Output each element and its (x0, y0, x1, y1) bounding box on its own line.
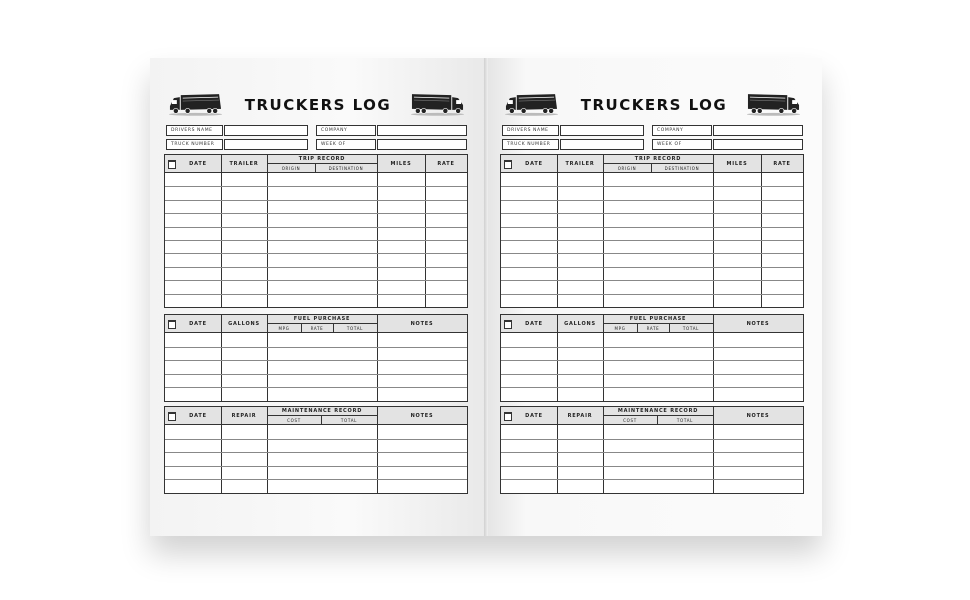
fuel-mpg-header: MPG (278, 326, 290, 331)
table-row-line (165, 240, 467, 241)
table-row-line (165, 387, 467, 388)
trip-rate-header: RATE (437, 161, 455, 167)
table-row-line (501, 466, 803, 467)
table-row-line (165, 227, 467, 228)
truck-number-field[interactable] (224, 139, 308, 150)
table-row-line (501, 439, 803, 440)
trip-miles-header: MILES (390, 161, 412, 167)
table-row-line (165, 200, 467, 201)
fuel-purchase-table (164, 314, 468, 402)
trip-trailer-header: TRAILER (565, 161, 595, 167)
maintenance-record-header: MAINTENANCE RECORD (617, 408, 699, 414)
calendar-icon (168, 412, 176, 421)
fuel-purchase-table (500, 314, 804, 402)
table-row-line (501, 267, 803, 268)
truck-icon (746, 92, 801, 116)
maint-cost-header: COST (287, 418, 301, 423)
fuel-date-header: DATE (189, 321, 207, 327)
maint-repair-header: REPAIR (567, 413, 593, 419)
week-of-field[interactable] (713, 139, 803, 150)
table-row-line (501, 294, 803, 295)
maintenance-record-header: MAINTENANCE RECORD (281, 408, 363, 414)
trip-record-header: TRIP RECORD (634, 156, 682, 162)
fuel-total-header: TOTAL (682, 326, 700, 331)
calendar-icon (504, 412, 512, 421)
drivers-name-field[interactable] (224, 125, 308, 136)
table-row-line (165, 186, 467, 187)
drivers-name-label: DRIVERS NAME (166, 125, 223, 136)
fuel-notes-header: NOTES (410, 321, 434, 327)
maintenance-record-table (164, 406, 468, 494)
table-row-line (501, 280, 803, 281)
table-row-line (501, 253, 803, 254)
table-row-line (165, 466, 467, 467)
table-row-line (501, 213, 803, 214)
trip-record-header: TRIP RECORD (298, 156, 346, 162)
fuel-date-header: DATE (525, 321, 543, 327)
table-row-line (165, 267, 467, 268)
right-page (486, 58, 822, 536)
trip-trailer-header: TRAILER (229, 161, 259, 167)
trip-record-table (164, 154, 468, 308)
maintenance-record-table (500, 406, 804, 494)
left-page (150, 58, 486, 536)
calendar-icon (504, 160, 512, 169)
maint-cost-header: COST (623, 418, 637, 423)
fuel-notes-header: NOTES (746, 321, 770, 327)
page-title: TRUCKERS LOG (580, 96, 728, 114)
truck-number-label: TRUCK NUMBER (502, 139, 559, 150)
table-row-line (165, 479, 467, 480)
table-row-line (165, 294, 467, 295)
fuel-purchase-header: FUEL PURCHASE (293, 316, 351, 322)
week-of-label: WEEK OF (316, 139, 376, 150)
calendar-icon (504, 320, 512, 329)
trip-date-header: DATE (525, 161, 543, 167)
book-gutter (484, 58, 488, 536)
table-row-line (501, 479, 803, 480)
fuel-gallons-header: GALLONS (564, 321, 596, 327)
truck-number-field[interactable] (560, 139, 644, 150)
company-field[interactable] (377, 125, 467, 136)
table-row-line (501, 347, 803, 348)
trip-miles-header: MILES (726, 161, 748, 167)
drivers-name-label: DRIVERS NAME (502, 125, 559, 136)
trip-destination-header: DESTINATION (664, 166, 700, 171)
maint-total-header: TOTAL (676, 418, 694, 423)
calendar-icon (168, 320, 176, 329)
week-of-field[interactable] (377, 139, 467, 150)
maint-notes-header: NOTES (746, 413, 770, 419)
fuel-mpg-header: MPG (614, 326, 626, 331)
page-title: TRUCKERS LOG (244, 96, 392, 114)
trip-origin-header: ORIGIN (281, 166, 301, 171)
trip-record-table (500, 154, 804, 308)
table-row-line (501, 374, 803, 375)
table-row-line (501, 360, 803, 361)
table-row-line (165, 360, 467, 361)
week-of-label: WEEK OF (652, 139, 712, 150)
table-row-line (501, 452, 803, 453)
table-row-line (501, 186, 803, 187)
table-row-line (165, 347, 467, 348)
fuel-total-header: TOTAL (346, 326, 364, 331)
company-label: COMPANY (316, 125, 376, 136)
table-row-line (165, 253, 467, 254)
fuel-rate-header: RATE (646, 326, 660, 331)
table-row-line (501, 227, 803, 228)
trip-rate-header: RATE (773, 161, 791, 167)
table-row-line (165, 374, 467, 375)
trip-date-header: DATE (189, 161, 207, 167)
trip-destination-header: DESTINATION (328, 166, 364, 171)
trip-origin-header: ORIGIN (617, 166, 637, 171)
company-label: COMPANY (652, 125, 712, 136)
maint-repair-header: REPAIR (231, 413, 257, 419)
table-row-line (501, 240, 803, 241)
drivers-name-field[interactable] (560, 125, 644, 136)
maint-notes-header: NOTES (410, 413, 434, 419)
fuel-purchase-header: FUEL PURCHASE (629, 316, 687, 322)
maint-total-header: TOTAL (340, 418, 358, 423)
truck-icon (410, 92, 465, 116)
calendar-icon (168, 160, 176, 169)
company-field[interactable] (713, 125, 803, 136)
table-row-line (501, 387, 803, 388)
table-row-line (165, 213, 467, 214)
fuel-rate-header: RATE (310, 326, 324, 331)
maint-date-header: DATE (189, 413, 207, 419)
table-row-line (165, 439, 467, 440)
table-row-line (501, 200, 803, 201)
truck-number-label: TRUCK NUMBER (166, 139, 223, 150)
table-row-line (165, 452, 467, 453)
table-row-line (165, 280, 467, 281)
maint-date-header: DATE (525, 413, 543, 419)
fuel-gallons-header: GALLONS (228, 321, 260, 327)
